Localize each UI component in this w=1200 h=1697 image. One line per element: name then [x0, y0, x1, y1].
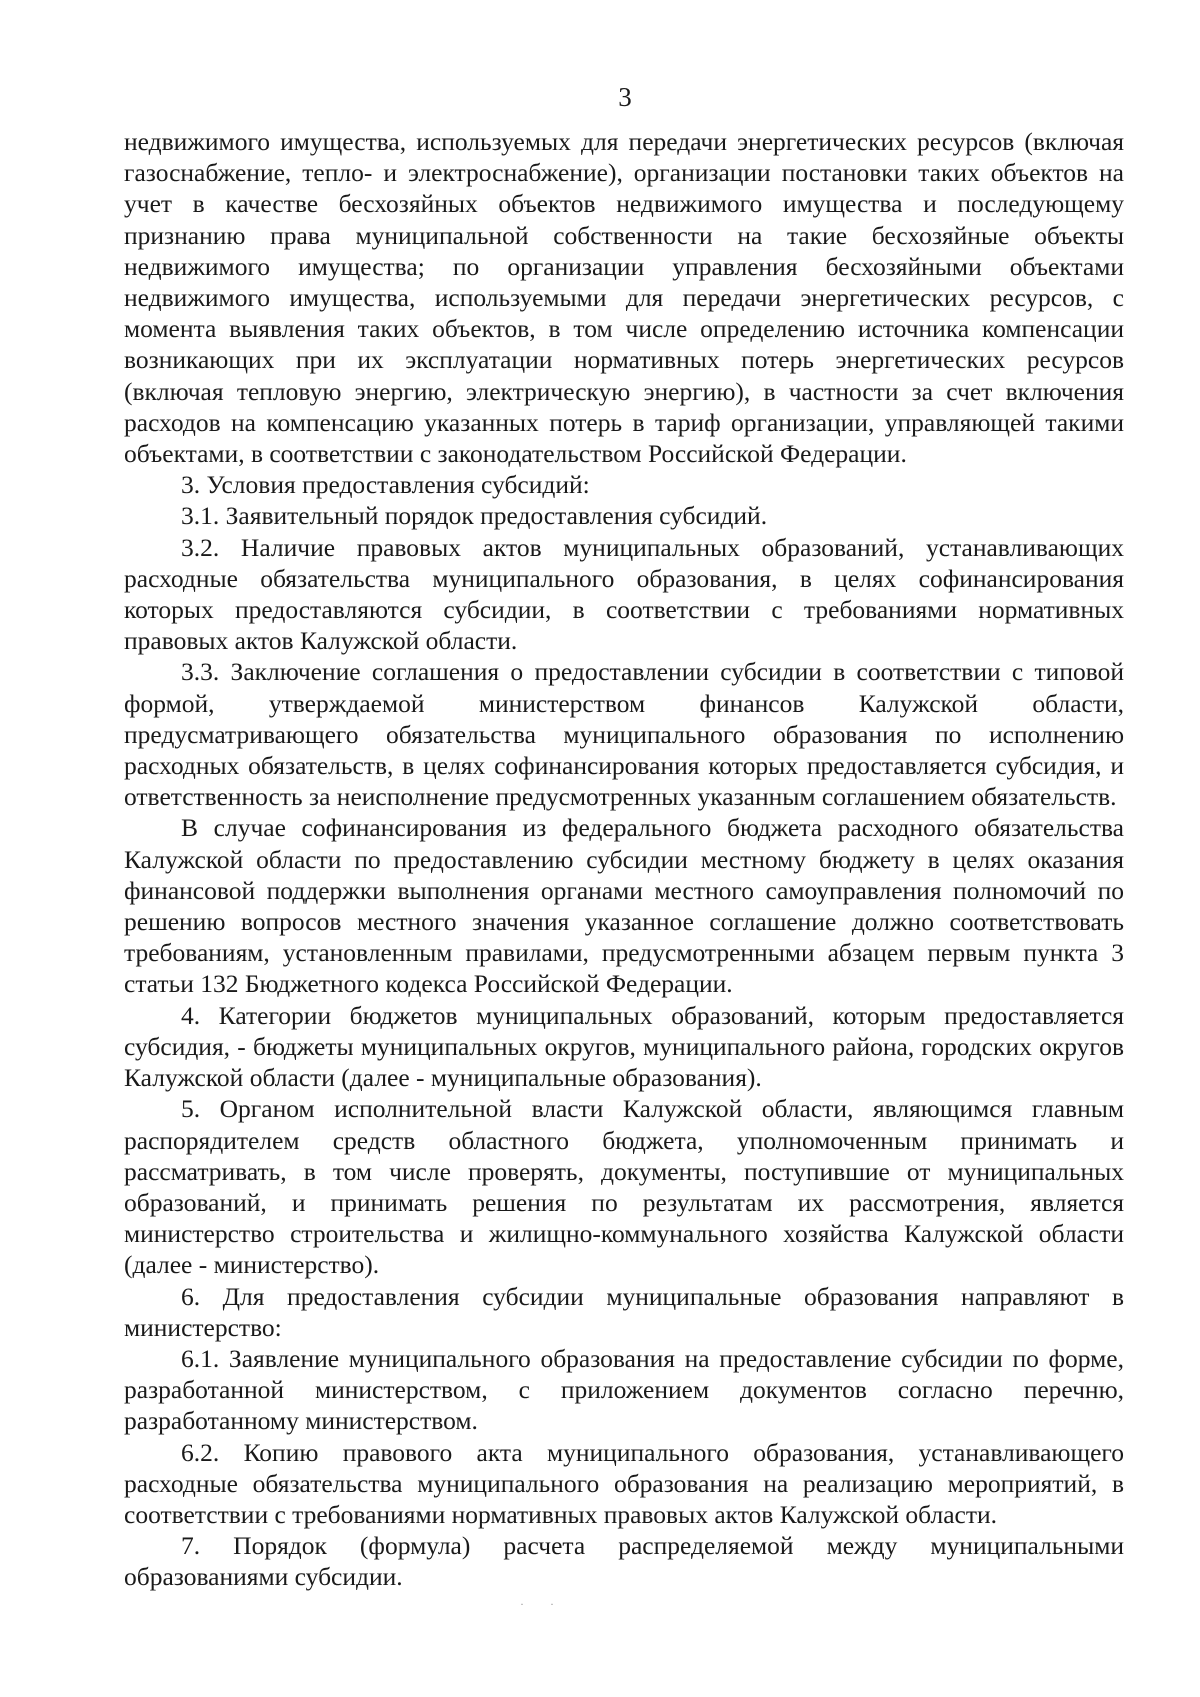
paragraph-section-6: 6. Для предоставления субсидии муниципальные образования направляют в министерство:	[124, 1281, 1124, 1342]
paragraph-section-3-3: 3.3. Заключение соглашения о предоставлении субсидии в соответствии с типовой формой, утверждаемой министерством финансов Калужской области, предусматривающего обязательства муниципального образования по исполнению расходных обязательств, в целях софинансирования которых предоставляется субсидия, и ответственность за неисполнение предусмотренных указанным соглашением обязательств.	[124, 657, 1124, 812]
paragraph-section-3: 3. Условия предоставления субсидий:	[181, 470, 590, 500]
paragraph-continuation: недвижимого имущества, используемых для передачи энергетических ресурсов (включая газоснабжение, тепло- и электроснабжение), организации постановки таких объектов на учет в качестве бесхозяйных объектов недвижимого имущества и последующему признанию права муниципальной собственности на такие бесхозяйные объекты недвижимого имущества; по организации управления бесхозяйными объектами недвижимого имущества, используемыми для передачи энергетических ресурсов, с момента выявления таких объектов, в том числе определению источника компенсации возникающих при их эксплуатации нормативных потерь энергетических ресурсов (включая тепловую энергию, электрическую энергию), в частности за счет включения расходов на компенсацию указанных потерь в тариф организации, управляющей такими объектами, в соответствии с законодательством Российской Федерации.	[124, 127, 1124, 469]
paragraph-section-3-1: 3.1. Заявительный порядок предоставления субсидий.	[181, 501, 768, 531]
paragraph-section-6-1: 6.1. Заявление муниципального образования на предоставление субсидии по форме, разработанной министерством, с приложением документов согласно перечню, разработанному министерством.	[124, 1343, 1124, 1436]
paragraph-section-6-2: 6.2. Копию правового акта муниципального образования, устанавливающего расходные обязательства муниципального образования на реализацию мероприятий, в соответствии с требованиями нормативных правовых актов Калужской области.	[124, 1437, 1124, 1529]
paragraph-section-5: 5. Органом исполнительной власти Калужской области, являющимся главным распорядителем средств областного бюджета, уполномоченным принимать и рассматривать, в том числе проверять, документы, поступившие от муниципальных образований, и принимать решения по результатам их рассмотрения, является министерство строительства и жилищно-коммунального хозяйства Калужской области (далее - министерство).	[124, 1094, 1124, 1280]
document-body	[124, 126, 1124, 1593]
paragraph-section-7: 7. Порядок (формула) расчета распределяемой между муниципальными образованиями субсидии.	[124, 1531, 1124, 1592]
page-number: 3	[618, 82, 632, 112]
paragraph-section-3-2: 3.2. Наличие правовых актов муниципальных образований, устанавливающих расходные обязательства муниципального образования, в целях софинансирования которых предоставляются субсидии, в соответствии с требованиями нормативных правовых актов Калужской области.	[124, 532, 1124, 656]
scan-artifact-dots: ··	[520, 1597, 580, 1611]
paragraph-section-4: 4. Категории бюджетов муниципальных образований, которым предоставляется субсидия, - бюджеты муниципальных округов, муниципального района, городских округов Калужской области (далее - муниципальные образования).	[124, 1000, 1124, 1093]
paragraph-federal-cofinancing: В случае софинансирования из федерального бюджета расходного обязательства Калужской области по предоставлению субсидии местному бюджету в целях оказания финансовой поддержки выполнения органами местного самоуправления полномочий по решению вопросов местного значения указанное соглашение должно соответствовать требованиям, установленным правилами, предусмотренными абзацем первым пункта 3 статьи 132 Бюджетного кодекса Российской Федерации.	[124, 813, 1124, 999]
